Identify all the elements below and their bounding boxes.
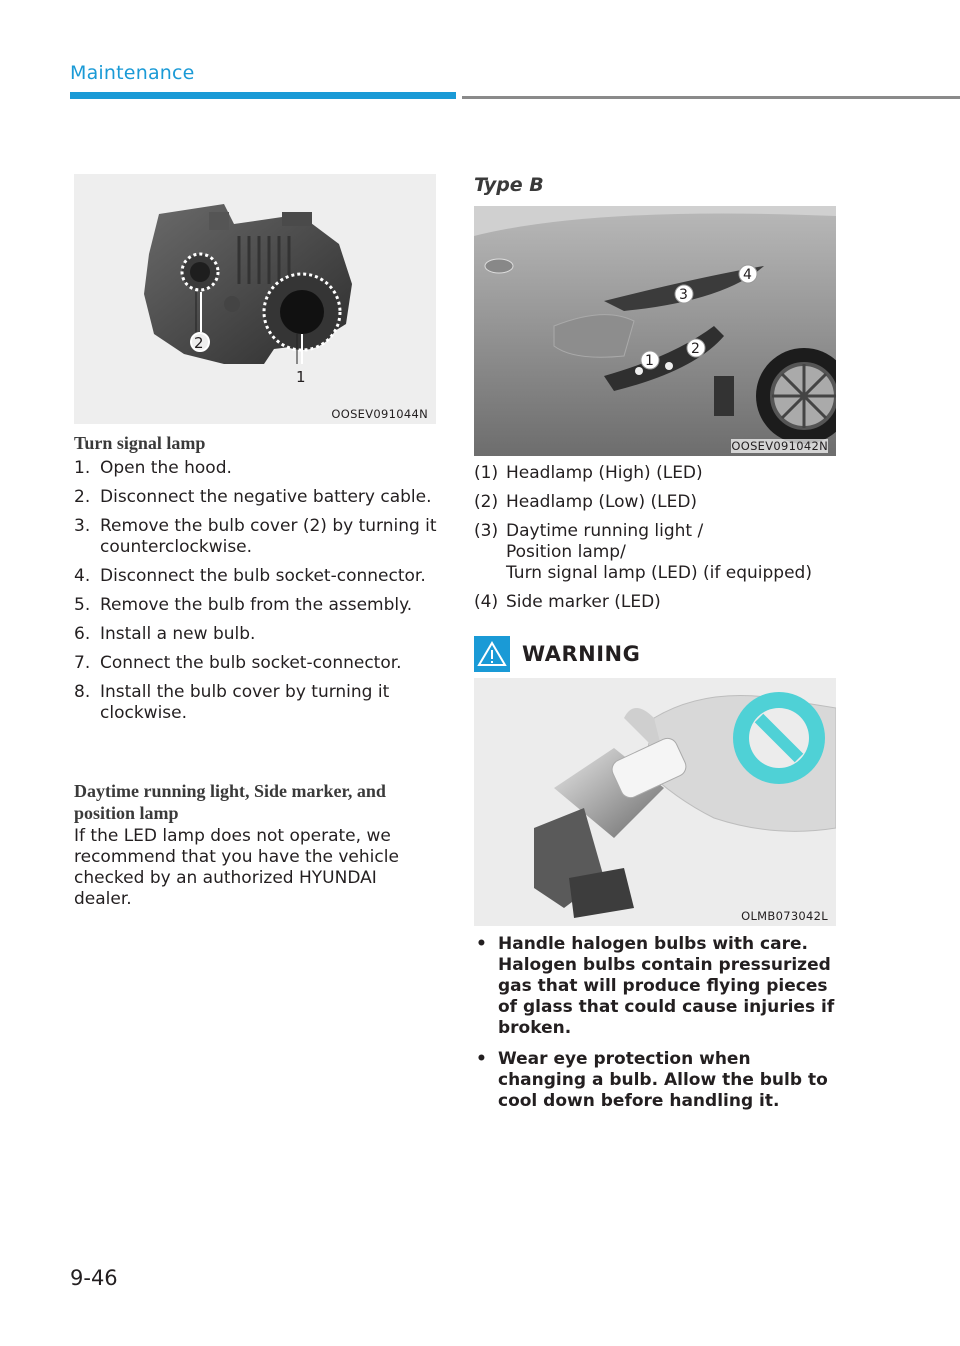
- page-number: 9-46: [70, 1266, 118, 1290]
- drl-paragraph: If the LED lamp does not operate, we recommend that you have the vehicle checked by an authorized HYUNDAI dealer.: [74, 826, 399, 909]
- callout-3: 3: [679, 287, 688, 303]
- legend-item: (4) Side marker (LED): [474, 592, 661, 612]
- callout-2: 2: [691, 341, 700, 357]
- bulb-warning-illustration: [474, 678, 836, 926]
- step-item: 1. Open the hood.: [74, 458, 232, 478]
- step-item: 4. Disconnect the bulb socket-connector.: [74, 566, 426, 586]
- car-front-figure: [474, 206, 836, 456]
- warning-label: WARNING: [522, 642, 641, 666]
- callout-4: 4: [743, 267, 752, 283]
- callout-1: 1: [645, 353, 654, 369]
- turn-signal-steps: [74, 458, 444, 732]
- turn-signal-heading: Turn signal lamp: [74, 433, 206, 453]
- callout-1: 1: [296, 368, 306, 386]
- step-item: 5. Remove the bulb from the assembly.: [74, 595, 413, 615]
- headlamp-rear-illustration: [74, 174, 436, 424]
- step-item: 7. Connect the bulb socket-connector.: [74, 653, 402, 673]
- warning-bullets: [476, 934, 838, 1122]
- step-item: 8. Install the bulb cover by turning it clockwise.: [74, 682, 390, 723]
- bulb-warning-figure: [474, 678, 836, 926]
- legend-item: (1) Headlamp (High) (LED): [474, 463, 703, 483]
- step-item: 2. Disconnect the negative battery cable.: [74, 487, 432, 507]
- header-rule: [462, 96, 960, 99]
- header-rule-accent: [70, 92, 456, 99]
- car-front-illustration: [474, 206, 836, 456]
- figure-code: OOSEV091042N: [731, 439, 828, 453]
- warning-header: [474, 636, 640, 672]
- step-item: 3. Remove the bulb cover (2) by turning it counterclockwise.: [74, 516, 437, 557]
- warning-bullet: • Handle halogen bulbs with care. Halogen bulbs contain pressurized gas that will produce flying pieces of glass that could cause injuries if broken.: [476, 934, 835, 1038]
- warning-triangle-icon: [474, 636, 510, 672]
- drl-heading: Daytime running light, Side marker, and position lamp: [74, 781, 386, 823]
- type-label: Type B: [474, 174, 544, 196]
- legend-item: (2) Headlamp (Low) (LED): [474, 492, 698, 512]
- headlamp-rear-figure: [74, 174, 436, 424]
- section-title: Maintenance: [70, 62, 195, 84]
- callout-2: 2: [194, 334, 204, 352]
- warning-bullet: • Wear eye protection when changing a bulb. Allow the bulb to cool down before handling it.: [476, 1049, 828, 1111]
- legend-item: (3) Daytime running light / Position lamp/ Turn signal lamp (LED) (if equipped): [474, 521, 812, 583]
- figure-code: OLMB073042L: [741, 909, 828, 923]
- component-legend: [474, 463, 854, 621]
- step-item: 6. Install a new bulb.: [74, 624, 256, 644]
- figure-code: OOSEV091044N: [331, 407, 428, 421]
